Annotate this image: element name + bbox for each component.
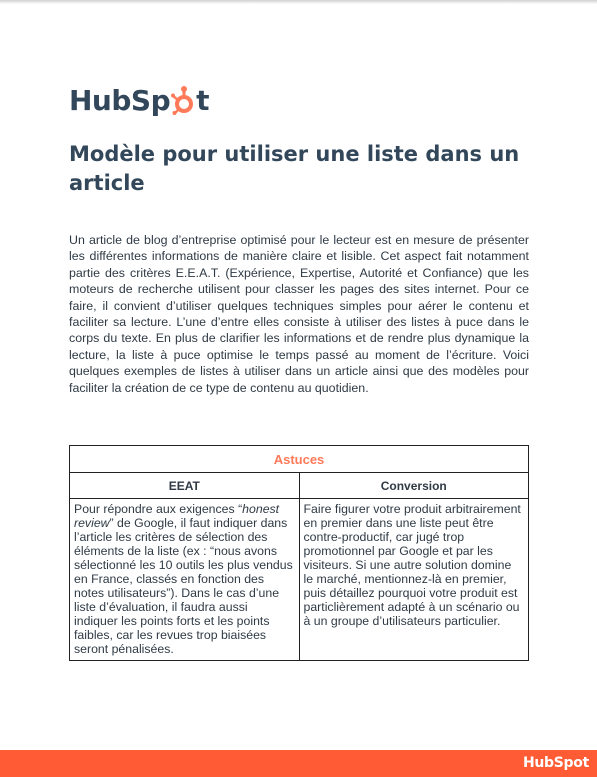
logo-text-head: HubSp bbox=[69, 83, 171, 117]
footer-hubspot-logo: HubSpot bbox=[522, 755, 589, 771]
eeat-cell bbox=[70, 499, 300, 661]
eeat-text-before: Pour répondre aux exigences “ bbox=[74, 502, 243, 516]
tips-table bbox=[69, 445, 529, 661]
column-header-conversion: Conversion bbox=[299, 473, 529, 499]
document-title: Modèle pour utiliser une liste dans un article bbox=[69, 142, 520, 195]
column-header-eeat: EEAT bbox=[70, 473, 300, 499]
page-top-edge bbox=[0, 0, 597, 4]
sprocket-icon bbox=[171, 85, 197, 115]
intro-paragraph: Un article de blog d’entreprise optimisé pour le lecteur est en mesure de présenter les différentes informations de manière claire et lisible. Cet aspect fait notamment partie des critères E.E.A.T. (Expérience, Expertise, Autorité et Confiance) que les moteurs de recherche utilisent pour classer les pages des sites internet. Pour ce faire, il convient d’utiliser quelques techniques simples pour aérer le contenu et faciliter sa lecture. L’une d’entre elles consiste à utiliser des listes à puce dans le corps du texte. En plus de clarifier les informations et de rendre plus dynamique la lecture, la liste à puce optimise le temps passé au moment de l’écriture. Voici quelques exemples de listes à utiliser dans un article ainsi que des modèles pour faciliter la création de ce type de contenu au quotidien. bbox=[69, 233, 529, 395]
tips-table-title: Astuces bbox=[70, 446, 529, 473]
eeat-text-italic: honest review bbox=[74, 502, 280, 530]
conversion-cell: Faire figurer votre produit arbitrairement en premier dans une liste peut être contre-productif, car jugé trop promotionnel par Google et par les visiteurs. Si une autre solution domine le marché, mentionnez-là en premier, puis détaillez pourquoi votre produit est particlièrement adapté à un scénario ou à un groupe d’utilisateurs particulier. bbox=[299, 499, 529, 661]
hubspot-logo bbox=[69, 82, 209, 118]
logo-text-tail: t bbox=[196, 83, 210, 117]
footer-bar bbox=[0, 750, 597, 777]
eeat-text-after: ” de Google, il faut indiquer dans l’article les critères de sélection des éléments de la liste (ex : “nous avons sélectionné les 10 outils les plus vendus en France, classés en fonction des notes utilisateurs”). Dans le cas d’une liste d’évaluation, il faudra aussi indiquer les points forts et les points faibles, car les revues trop biaisées seront pénalisées. bbox=[74, 516, 293, 656]
